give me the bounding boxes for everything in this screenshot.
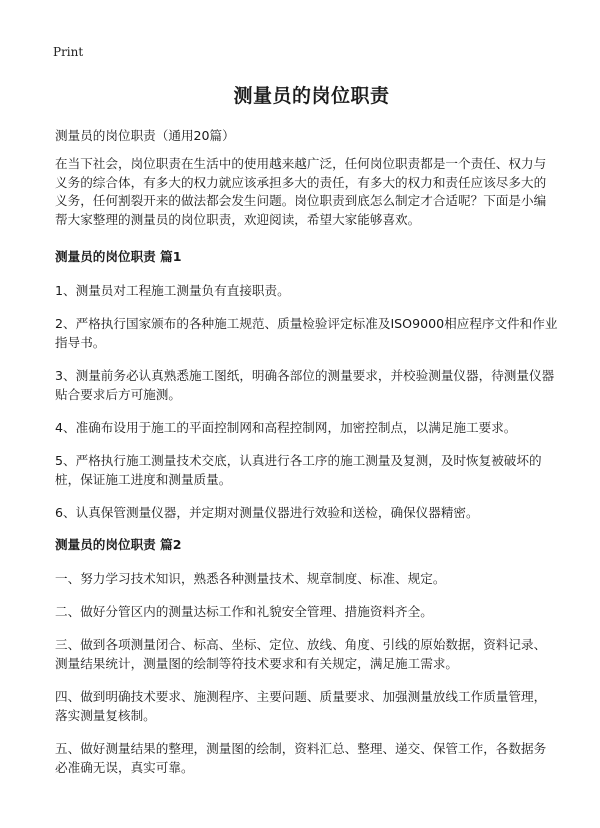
list-item: 6、认真保管测量仪器，并定期对测量仪器进行效验和送检，确保仪器精密。 (55, 505, 479, 520)
list-item: 4、准确布设用于施工的平面控制网和高程控制网，加密控制点，以满足施工要求。 (55, 420, 517, 435)
list-item: 1、测量员对工程施工测量负有直接职责。 (55, 283, 290, 298)
list-item: 一、努力学习技术知识，熟悉各种测量技术、规章制度、标准、规定。 (55, 571, 446, 586)
section-heading: 测量员的岗位职责 篇2 (55, 537, 182, 552)
list-item: 三、做到各项测量闭合、标高、坐标、定位、放线、角度、引线的原始数据，资料记录、测量结果统计，测量图的绘制等符技术要求和有关规定，满足施工需求。 (55, 637, 547, 671)
list-item: 五、做好测量结果的整理，测量图的绘制，资料汇总、整理、递交、保管工作，各数据务必准确无误，真实可靠。 (55, 741, 547, 775)
list-item: 二、做好分管区内的测量达标工作和礼貌安全管理、措施资料齐全。 (55, 604, 433, 619)
list-item: 2、严格执行国家颁布的各种施工规范、质量检验评定标准及ISO9000相应程序文件和作业指导书。 (55, 316, 558, 350)
document-subtitle: 测量员的岗位职责（通用20篇） (55, 128, 235, 143)
print-label: Print (53, 45, 84, 59)
section-heading: 测量员的岗位职责 篇1 (55, 249, 182, 264)
list-item: 四、做到明确技术要求、施测程序、主要问题、质量要求、加强测量放线工作质量管理，落实测量复核制。 (55, 689, 547, 723)
intro-paragraph: 在当下社会，岗位职责在生活中的使用越来越广泛，任何岗位职责都是一个责任、权力与义务的综合体，有多大的权力就应该承担多大的责任，有多大的权力和责任应该尽多大的义务，任何割裂开来的做法都会发生问题。岗位职责到底怎么制定才合适呢？下面是小编帮大家整理的测量员的岗位职责，欢迎阅读，希望大家能够喜欢。 (55, 156, 547, 227)
list-item: 3、测量前务必认真熟悉施工图纸，明确各部位的测量要求，并校验测量仪器，待测量仪器贴合要求后方可施测。 (55, 368, 555, 402)
page-title: 测量员的岗位职责 (233, 85, 390, 107)
list-item: 5、严格执行施工测量技术交底，认真进行各工序的施工测量及复测，及时恢复被破坏的桩，保证施工进度和测量质量。 (55, 453, 542, 487)
